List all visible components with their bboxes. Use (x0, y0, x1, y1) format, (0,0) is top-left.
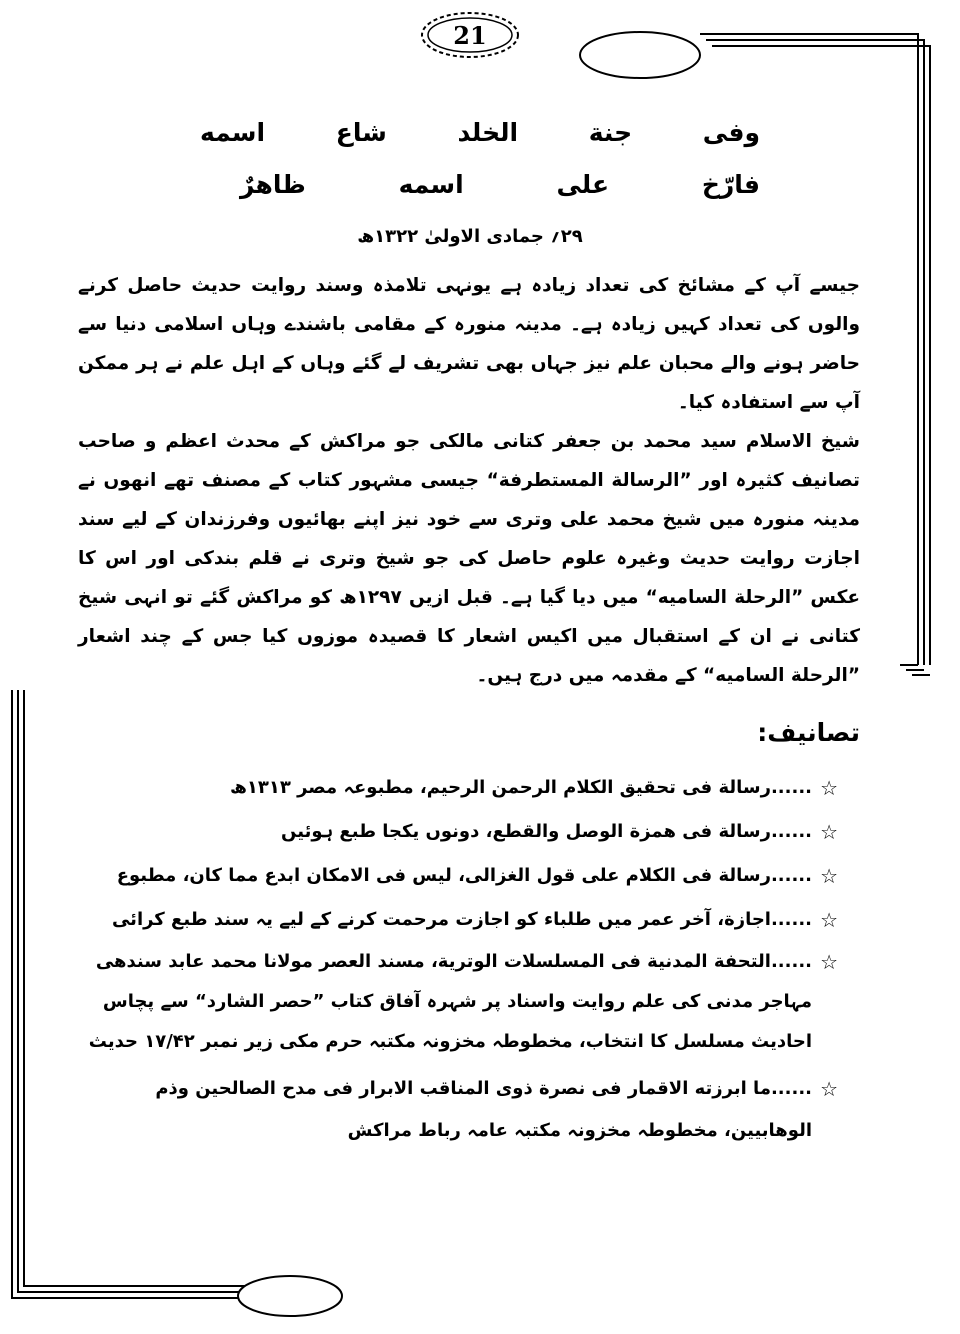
star-icon: ☆ (820, 864, 838, 888)
verse-word: الخلد (457, 118, 519, 147)
verse-word: فارّخ (701, 170, 760, 199)
paragraph: جیسے آپ کے مشائخ کی تعداد زیادہ ہے یونہی تلامذہ وسند روایت حدیث حاصل کرنے والوں کی تعداد کہیں زیادہ ہے۔ مدینہ منورہ کے مقامی باشندے وہاں اسلامی دنیا سے حاضر ہونے والے محبان علم نیز جہاں بھی تشریف لے گئے وہاں کے اہل علم نے ہر ممکن آپ سے استفادہ کیا۔ (78, 275, 860, 413)
verse-word: شاع (335, 118, 387, 147)
work-title: ......رسالة فی همزة الوصل والقطع، دونوں یکجا طبع ہوئیں (281, 821, 812, 842)
work-title: ......ما ابرزته الاقمار فی نصرة ذوی المناقب الابرار فی مدح الصالحین وذم الوهابیین، مخطوطہ مخزونہ مکتبہ عامہ رباط مراکش (155, 1078, 812, 1141)
verse-line-2 (240, 170, 760, 199)
star-icon: ☆ (820, 908, 838, 932)
top-right-oval (580, 32, 700, 78)
star-icon: ☆ (820, 820, 838, 844)
works-heading: تصانیف: (757, 718, 860, 747)
verse-line-1 (200, 118, 760, 147)
paragraph: شیخ الاسلام سید محمد بن جعفر کتانی مالکی جو مراکش کے محدث اعظم و صاحب تصانیف کثیرہ اور ”الرسالة المستطرفة“ جیسی مشہور کتاب کے مصنف تھے انھوں نے مدینہ منورہ میں شیخ محمد علی وتری سے خود نیز اپنے بھائیوں وفرزندان کے لیے سند اجازت روایت حدیث وغیرہ علوم حاصل کی جو شیخ وتری نے قلم بندکی اور اس کا عکس ”الرحلة السامیه“ میں دیا گیا ہے۔ قبل ازیں ۱۲۹۷ھ کو مراکش گئے تو انہی شیخ کتانی نے ان کے استقبال میں اکیس اشعار کا قصیدہ موزوں کیا جس کے چند اشعار ”الرحلة السامیه“ کے مقدمہ میں درج ہیں۔ (78, 431, 860, 686)
date-line: ۲۹؍ جمادی الاولیٰ ۱۳۲۲ھ (357, 226, 583, 247)
work-title: ......التحفة المدنیة فی المسلسلات الوتریة، مسند العصر مولانا محمد عابد سندھی مہاجر مدنی کی علم روایت واسناد پر شہرہ آفاق کتاب ”حصر الشارد“ سے پچاس احادیث مسلسل کا انتخاب، مخطوطہ مخزونہ مکتبہ حرم مکی زیر نمبر ۱۷/۴۲ حدیث (88, 951, 812, 1052)
verse-word: علی (556, 170, 610, 199)
work-title: ......رسالة فی الکلام علی قول الغزالی، لیس فی الامکان ابدع مما کان، مطبوع (116, 865, 812, 886)
body-text (78, 266, 860, 695)
list-item (78, 1068, 860, 1152)
work-title: ......اجازة، آخر عمر میں طلباء کو اجازت مرحمت کرنے کے لیے یہ سند طبع کرائی (111, 909, 812, 930)
list-item (78, 898, 860, 942)
verse-word: اسمه (398, 170, 464, 199)
star-icon: ☆ (820, 1077, 838, 1101)
list-item (78, 766, 860, 810)
works-list (78, 766, 860, 1152)
verse-word: وفی (702, 118, 760, 147)
page-number: 21 (453, 20, 487, 50)
list-item (78, 810, 860, 854)
verse-word: اسمه (200, 118, 266, 147)
list-item (78, 854, 860, 898)
list-item (78, 942, 860, 1062)
verse-word: جنة (588, 118, 633, 147)
work-title: ......رسالة فی تحقیق الکلام الرحمن الرحیم، مطبوعہ مصر ۱۳۱۳ھ (230, 777, 812, 798)
bottom-left-oval (238, 1276, 342, 1316)
star-icon: ☆ (820, 776, 838, 800)
verse-word: ظاهرٌ (240, 170, 306, 199)
star-icon: ☆ (820, 950, 838, 974)
